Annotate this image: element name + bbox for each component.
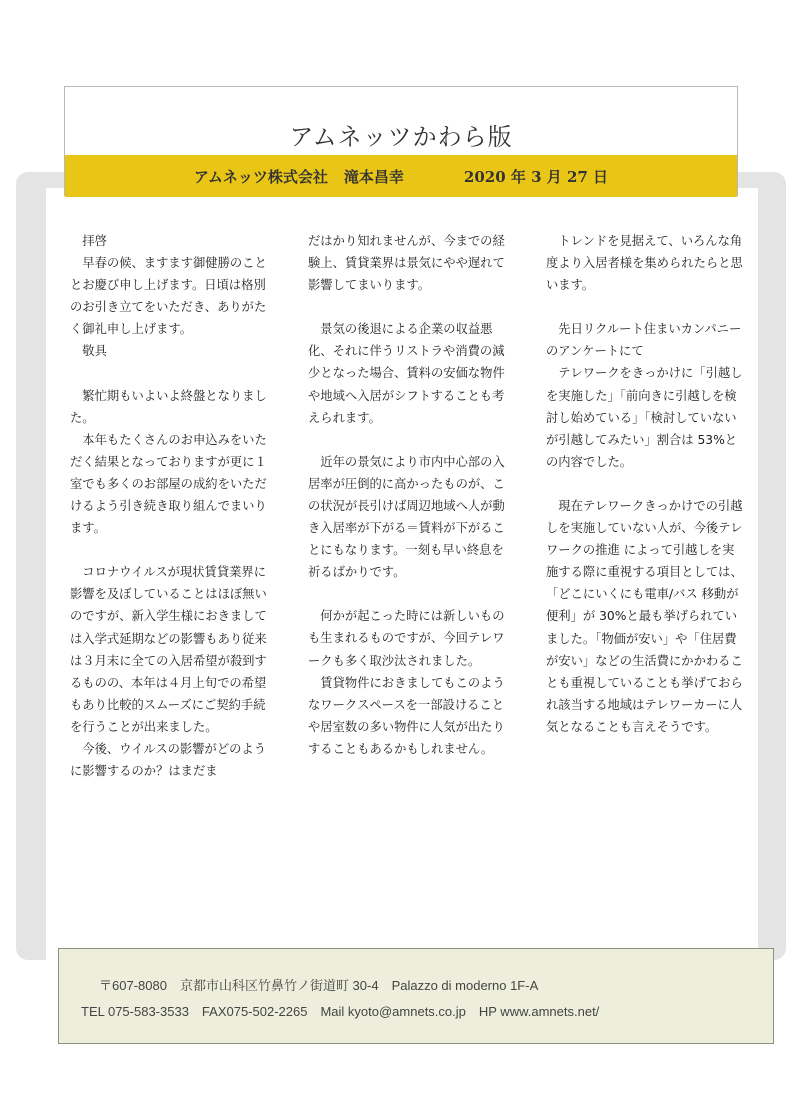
- issue-date: 2020 年 3 月 27 日: [463, 167, 609, 186]
- paragraph: 現在テレワークきっかけでの引越しを実施していない人が、今後テレワークの推進 によって引越しを実施する際に重視する項目としては、「どこにいくにも電車/バス 移動が便利」が 30%と最も挙げられていました。「物価が安い」や「住居費が安い」などの生活費にかかわることも重視していることも挙げておられ該当する地域はテレワーカーに人気となることも言えそうです。: [546, 498, 743, 734]
- article-column-2: [308, 230, 508, 760]
- footer-contact: TEL 075-583-3533 FAX075-502-2265 Mail kyoto@amnets.co.jp HP www.amnets.net/: [81, 1004, 600, 1019]
- newsletter-title: アムネッツかわら版: [289, 123, 513, 151]
- paragraph: 近年の景気により市内中心部の入居率が圧倒的に高かったものが、この状況が長引けば周辺地域へ人が動き入居率が下がる＝賃料が下がることにもなります。一刻も早い終息を祈るばかりです。: [308, 454, 505, 580]
- article-column-1: [70, 230, 270, 782]
- paragraph: 景気の後退による企業の収益悪化、それに伴うリストラや消費の減少となった場合、賃料の安価な物件や地域へ入居がシフトすることも考えられます。: [308, 322, 505, 425]
- contact-footer: [58, 948, 774, 1044]
- author-name: 滝本昌幸: [343, 167, 404, 186]
- paragraph: トレンドを見据えて、いろんな角度より入居者様を集められたらと思います。: [546, 234, 743, 293]
- company-name: アムネッツ株式会社: [193, 167, 328, 186]
- paragraph: 繁忙期もいよいよ終盤となりました。 本年もたくさんのお申込みをいただく結果となっておりますが更に１室でも多くのお部屋の成約をいただけるよう引き続き取り組んでまいります。: [70, 388, 267, 536]
- byline-banner: [65, 155, 737, 197]
- paragraph: 何かが起こった時には新しいものも生まれるものですが、今回テレワークも多く取沙汰されました。 賃貸物件におきましてもこのようなワークスペースを一部設けることや居室数の多い物件に人気が出たりすることもあるかもしれません。: [308, 609, 505, 756]
- paragraph: 先日リクルート住まいカンパニーのアンケートにて テレワークをきっかけに「引越しを実施した」「前向きに引越しを検討し始めている」「検討していないが引越してみたい」割合は 53%との内容でした。: [546, 322, 743, 469]
- paragraph: コロナウイルスが現状賃貸業界に影響を及ぼしていることはほぼ無いのですが、新入学生様におきましては入学式延期などの影響もあり従来は３月末に全ての入居希望が殺到するものの、本年は４月上旬での希望もあり比較的スムーズにご契約手続を行うことが出来ました。 今後、ウイルスの影響がどのように影響するのか？はまだま: [70, 565, 267, 779]
- paragraph: 拝啓 早春の候、ますます御健勝のこととお慶び申し上げます。日頃は格別のお引き立てをいただき、ありがたく御礼申し上げます。 敬具: [70, 234, 267, 359]
- newsletter-header: [64, 86, 738, 196]
- footer-address: 〒607-8080 京都市山科区竹鼻竹ノ街道町 30-4 Palazzo di moderno 1F-A: [99, 978, 539, 993]
- paragraph: だはかり知れませんが、今までの経験上、賃貸業界は景気にやや遅れて影響してまいります。: [308, 234, 505, 293]
- article-column-3: [546, 230, 746, 738]
